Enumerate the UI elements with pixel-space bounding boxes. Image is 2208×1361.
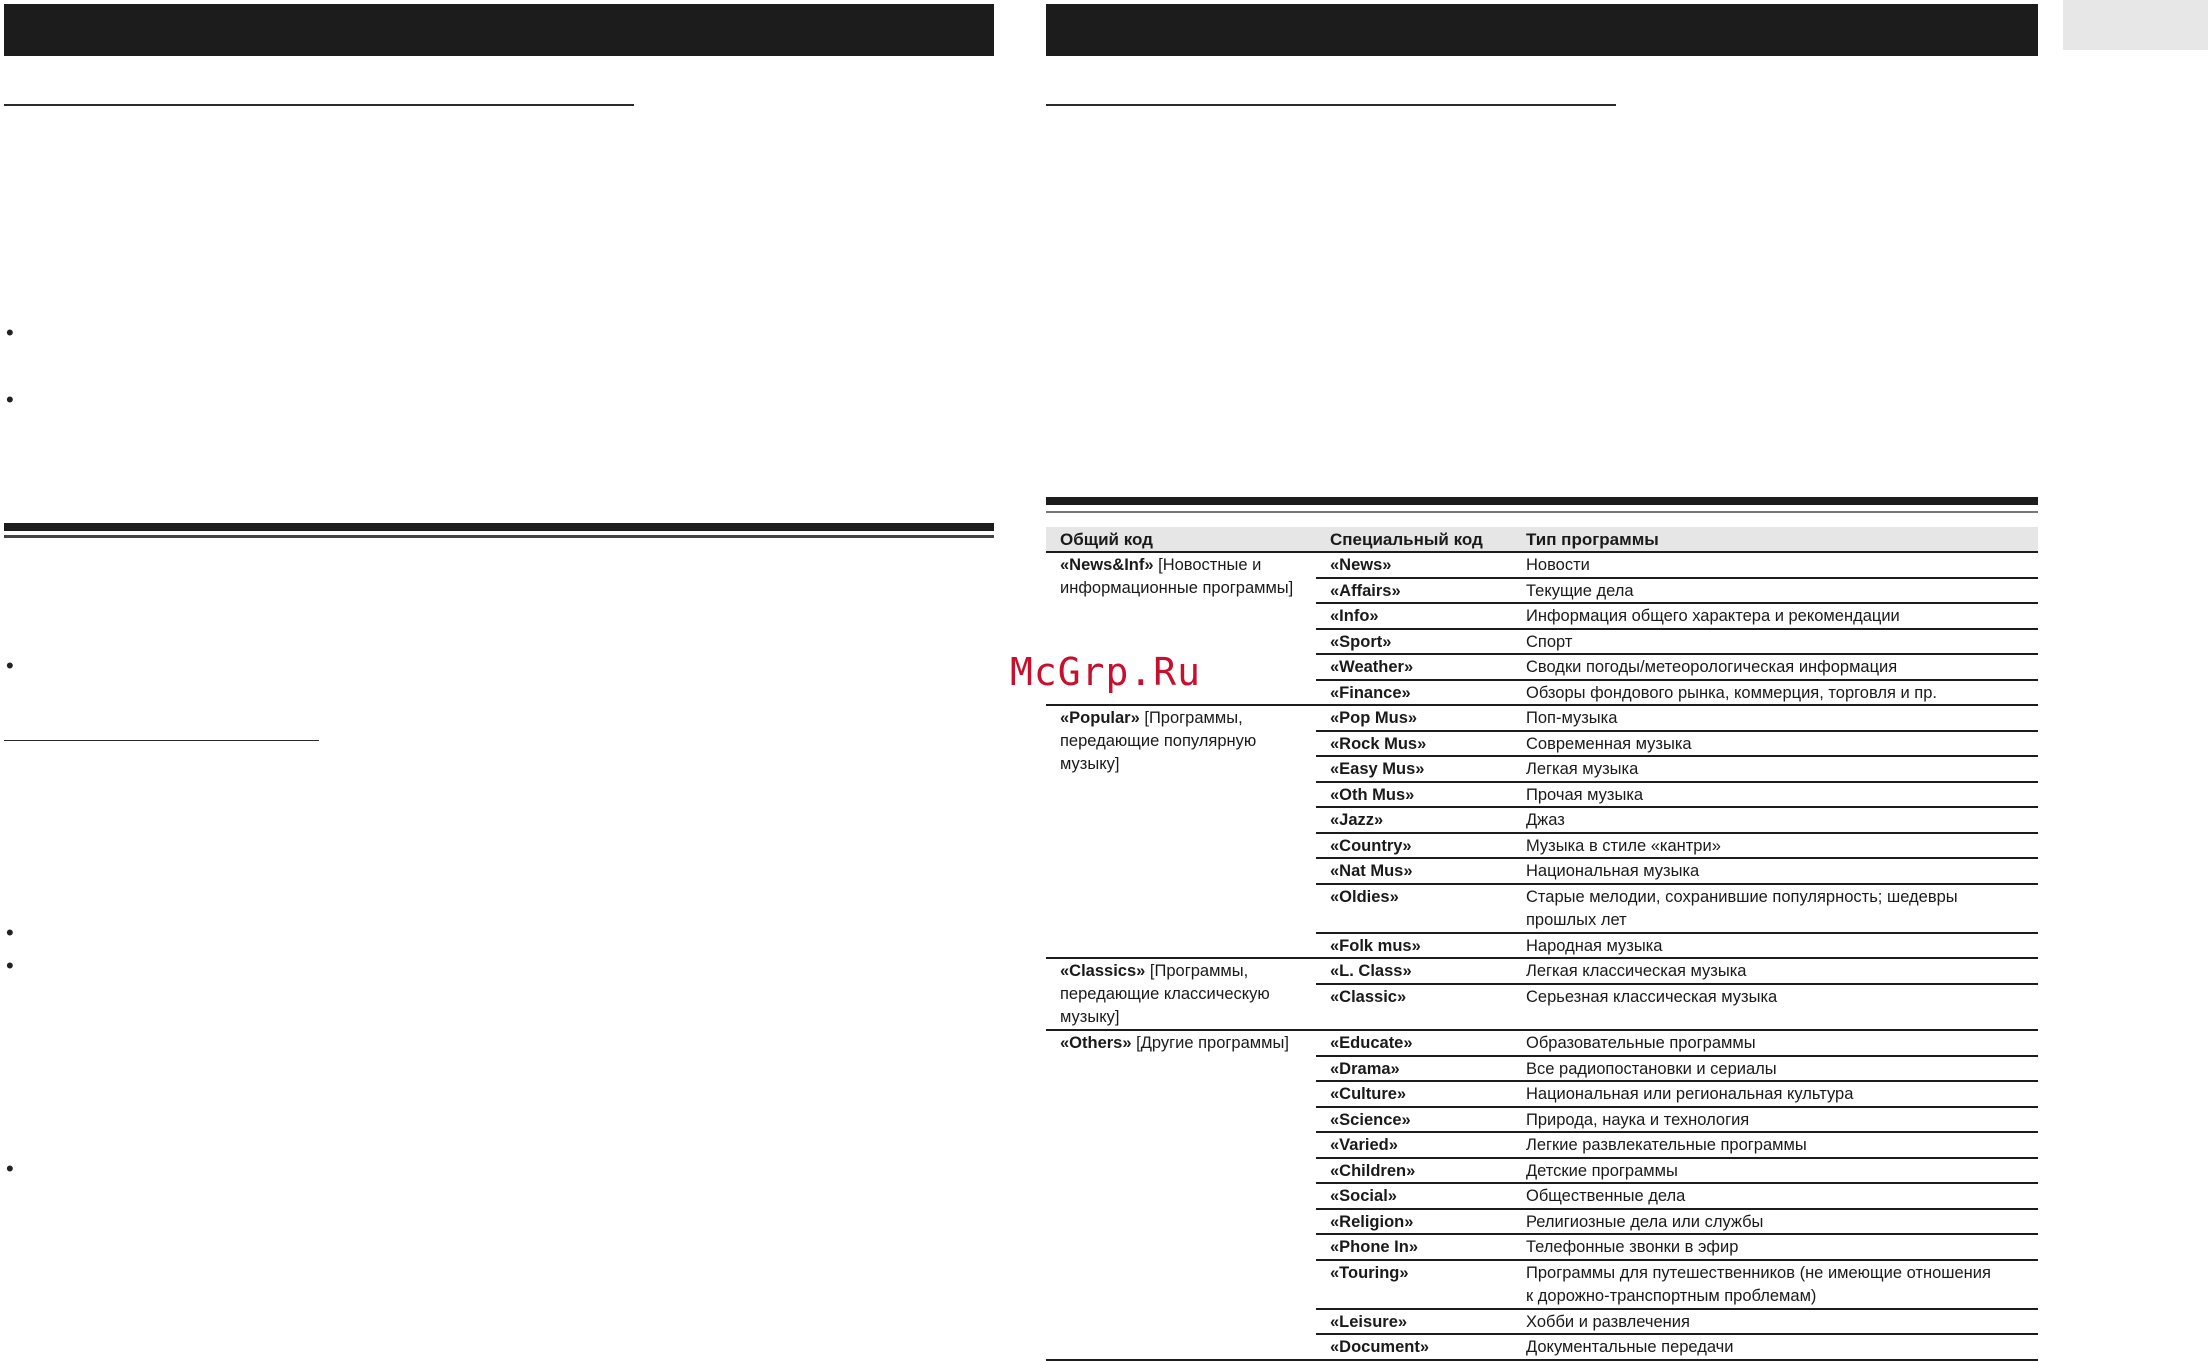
left-section-rule-thin — [4, 535, 994, 538]
bullet-4: • — [6, 920, 14, 945]
general-code-cell — [1060, 554, 1310, 600]
bullet-2: • — [6, 387, 14, 412]
row-rule — [1316, 857, 2038, 859]
special-code: «Religion» — [1330, 1212, 1414, 1231]
header-general-code: Общий код — [1060, 530, 1153, 549]
right-header-bar — [1046, 4, 2038, 56]
left-section-underline — [4, 104, 634, 106]
row-rule — [1316, 832, 2038, 834]
header-special-code: Специальный код — [1330, 530, 1483, 549]
bullet-5: • — [6, 953, 14, 978]
row-rule — [1316, 1308, 2038, 1310]
general-code-cell — [1060, 960, 1310, 1029]
table-top-rule — [1046, 497, 2038, 505]
group-rule — [1046, 1359, 2038, 1361]
row-rule — [1316, 1233, 2038, 1235]
row-rule — [1316, 1131, 2038, 1133]
special-code: «Social» — [1330, 1187, 1397, 1205]
program-type: Детские программы — [1526, 1161, 1678, 1180]
program-type: Национальная или региональная культура — [1526, 1085, 1854, 1103]
special-code: «L. Class» — [1330, 962, 1412, 980]
row-rule — [1316, 730, 2038, 732]
program-type: Текущие дела — [1526, 581, 1634, 600]
program-type: Спорт — [1526, 632, 1573, 651]
program-type: Легкая музыка — [1526, 760, 1639, 778]
special-code: «Affairs» — [1330, 581, 1401, 600]
row-rule — [1316, 932, 2038, 934]
special-code: «Rock Mus» — [1330, 734, 1427, 753]
special-code: «Oldies» — [1330, 887, 1399, 906]
program-type: Телефонные звонки в эфир — [1526, 1238, 1739, 1256]
row-rule — [1316, 883, 2038, 885]
row-rule — [1316, 983, 2038, 985]
program-type: Хобби и развлечения — [1526, 1312, 1690, 1331]
general-code-cell — [1060, 1032, 1310, 1055]
program-type: Новости — [1526, 556, 1590, 574]
bullet-6: • — [6, 1156, 14, 1181]
row-rule — [1316, 806, 2038, 808]
special-code: «Varied» — [1330, 1136, 1398, 1154]
row-rule — [1316, 1106, 2038, 1108]
left-subsection-underline — [4, 740, 319, 741]
left-section-rule-thick — [4, 523, 994, 531]
program-type: Национальная музыка — [1526, 862, 1700, 880]
special-code: «Phone In» — [1330, 1238, 1419, 1256]
watermark: McGrp.Ru — [1010, 650, 1202, 694]
page-edge-tab — [2063, 0, 2208, 50]
bullet-3: • — [6, 653, 14, 678]
special-code: «Sport» — [1330, 632, 1392, 651]
program-type: Информация общего характера и рекомендации — [1526, 607, 1900, 625]
program-type: Народная музыка — [1526, 936, 1663, 955]
special-code: «Folk mus» — [1330, 936, 1421, 955]
special-code: «Oth Mus» — [1330, 785, 1415, 804]
special-code: «Country» — [1330, 836, 1412, 855]
row-rule — [1316, 1259, 2038, 1261]
row-rule — [1316, 1157, 2038, 1159]
bullet-1: • — [6, 320, 14, 345]
row-rule — [1316, 781, 2038, 783]
general-code: «Classics» — [1060, 962, 1146, 980]
program-type: Все радиопостановки и сериалы — [1526, 1059, 1777, 1078]
general-code-cell — [1060, 707, 1310, 776]
program-type: Религиозные дела или службы — [1526, 1212, 1764, 1231]
special-code: «Culture» — [1330, 1085, 1407, 1103]
special-code: «Drama» — [1330, 1059, 1400, 1078]
program-type: Обзоры фондового рынка, коммерция, торговля и пр. — [1526, 683, 1937, 702]
special-code: «Pop Mus» — [1330, 709, 1418, 727]
general-code-description: [Программы, передающие классическую музыку] — [1060, 962, 1270, 1026]
special-code: «Classic» — [1330, 987, 1407, 1006]
program-type: Серьезная классическая музыка — [1526, 987, 1778, 1006]
special-code: «Educate» — [1330, 1034, 1413, 1052]
table-header — [1046, 527, 2038, 553]
row-rule — [1316, 577, 2038, 579]
program-type: Музыка в стиле «кантри» — [1526, 836, 1721, 855]
general-code: «Popular» — [1060, 709, 1140, 727]
special-code: «Finance» — [1330, 683, 1411, 702]
special-code: «Children» — [1330, 1161, 1416, 1180]
header-program-type: Тип программы — [1526, 530, 1659, 549]
program-type: Прочая музыка — [1526, 785, 1644, 804]
row-rule — [1316, 628, 2038, 630]
row-rule — [1316, 679, 2038, 681]
row-rule — [1316, 1055, 2038, 1057]
special-code: «Info» — [1330, 607, 1379, 625]
special-code: «Touring» — [1330, 1263, 1409, 1282]
program-type: Программы для путешественников (не имеющие отношения к дорожно-транспортным проблемам) — [1526, 1263, 1991, 1305]
program-type: Легкие развлекательные программы — [1526, 1136, 1807, 1154]
row-rule — [1316, 653, 2038, 655]
general-code-description: [Новостные и информационные программы] — [1060, 556, 1294, 597]
special-code: «News» — [1330, 556, 1392, 574]
special-code: «Nat Mus» — [1330, 862, 1413, 880]
row-rule — [1316, 602, 2038, 604]
left-header-bar — [4, 4, 994, 56]
program-type: Общественные дела — [1526, 1187, 1686, 1205]
group-rule — [1046, 1029, 2038, 1031]
program-type: Поп-музыка — [1526, 709, 1618, 727]
program-type: Сводки погоды/метеорологическая информация — [1526, 658, 1898, 676]
special-code: «Weather» — [1330, 658, 1414, 676]
general-code-description: [Программы, передающие популярную музыку] — [1060, 709, 1257, 773]
group-rule — [1046, 704, 2038, 706]
program-type: Легкая классическая музыка — [1526, 962, 1747, 980]
program-type: Природа, наука и технология — [1526, 1110, 1750, 1129]
row-rule — [1316, 1182, 2038, 1184]
right-section-underline — [1046, 104, 1616, 106]
row-rule — [1316, 1208, 2038, 1210]
general-code: «News&Inf» — [1060, 556, 1154, 574]
program-type: Документальные передачи — [1526, 1338, 1734, 1356]
general-code-description: [Другие программы] — [1131, 1034, 1289, 1052]
special-code: «Jazz» — [1330, 811, 1384, 829]
table-top-rule-thin — [1046, 511, 2038, 513]
special-code: «Document» — [1330, 1338, 1430, 1356]
special-code: «Science» — [1330, 1110, 1411, 1129]
program-type: Образовательные программы — [1526, 1034, 1756, 1052]
general-code: «Others» — [1060, 1034, 1132, 1052]
row-rule — [1316, 755, 2038, 757]
row-rule — [1316, 1333, 2038, 1335]
program-type: Джаз — [1526, 811, 1565, 829]
group-rule — [1046, 957, 2038, 959]
special-code: «Leisure» — [1330, 1312, 1408, 1331]
row-rule — [1316, 1080, 2038, 1082]
program-type: Старые мелодии, сохранившие популярность; шедевры прошлых лет — [1526, 887, 1958, 929]
special-code: «Easy Mus» — [1330, 760, 1425, 778]
program-type: Современная музыка — [1526, 734, 1692, 753]
